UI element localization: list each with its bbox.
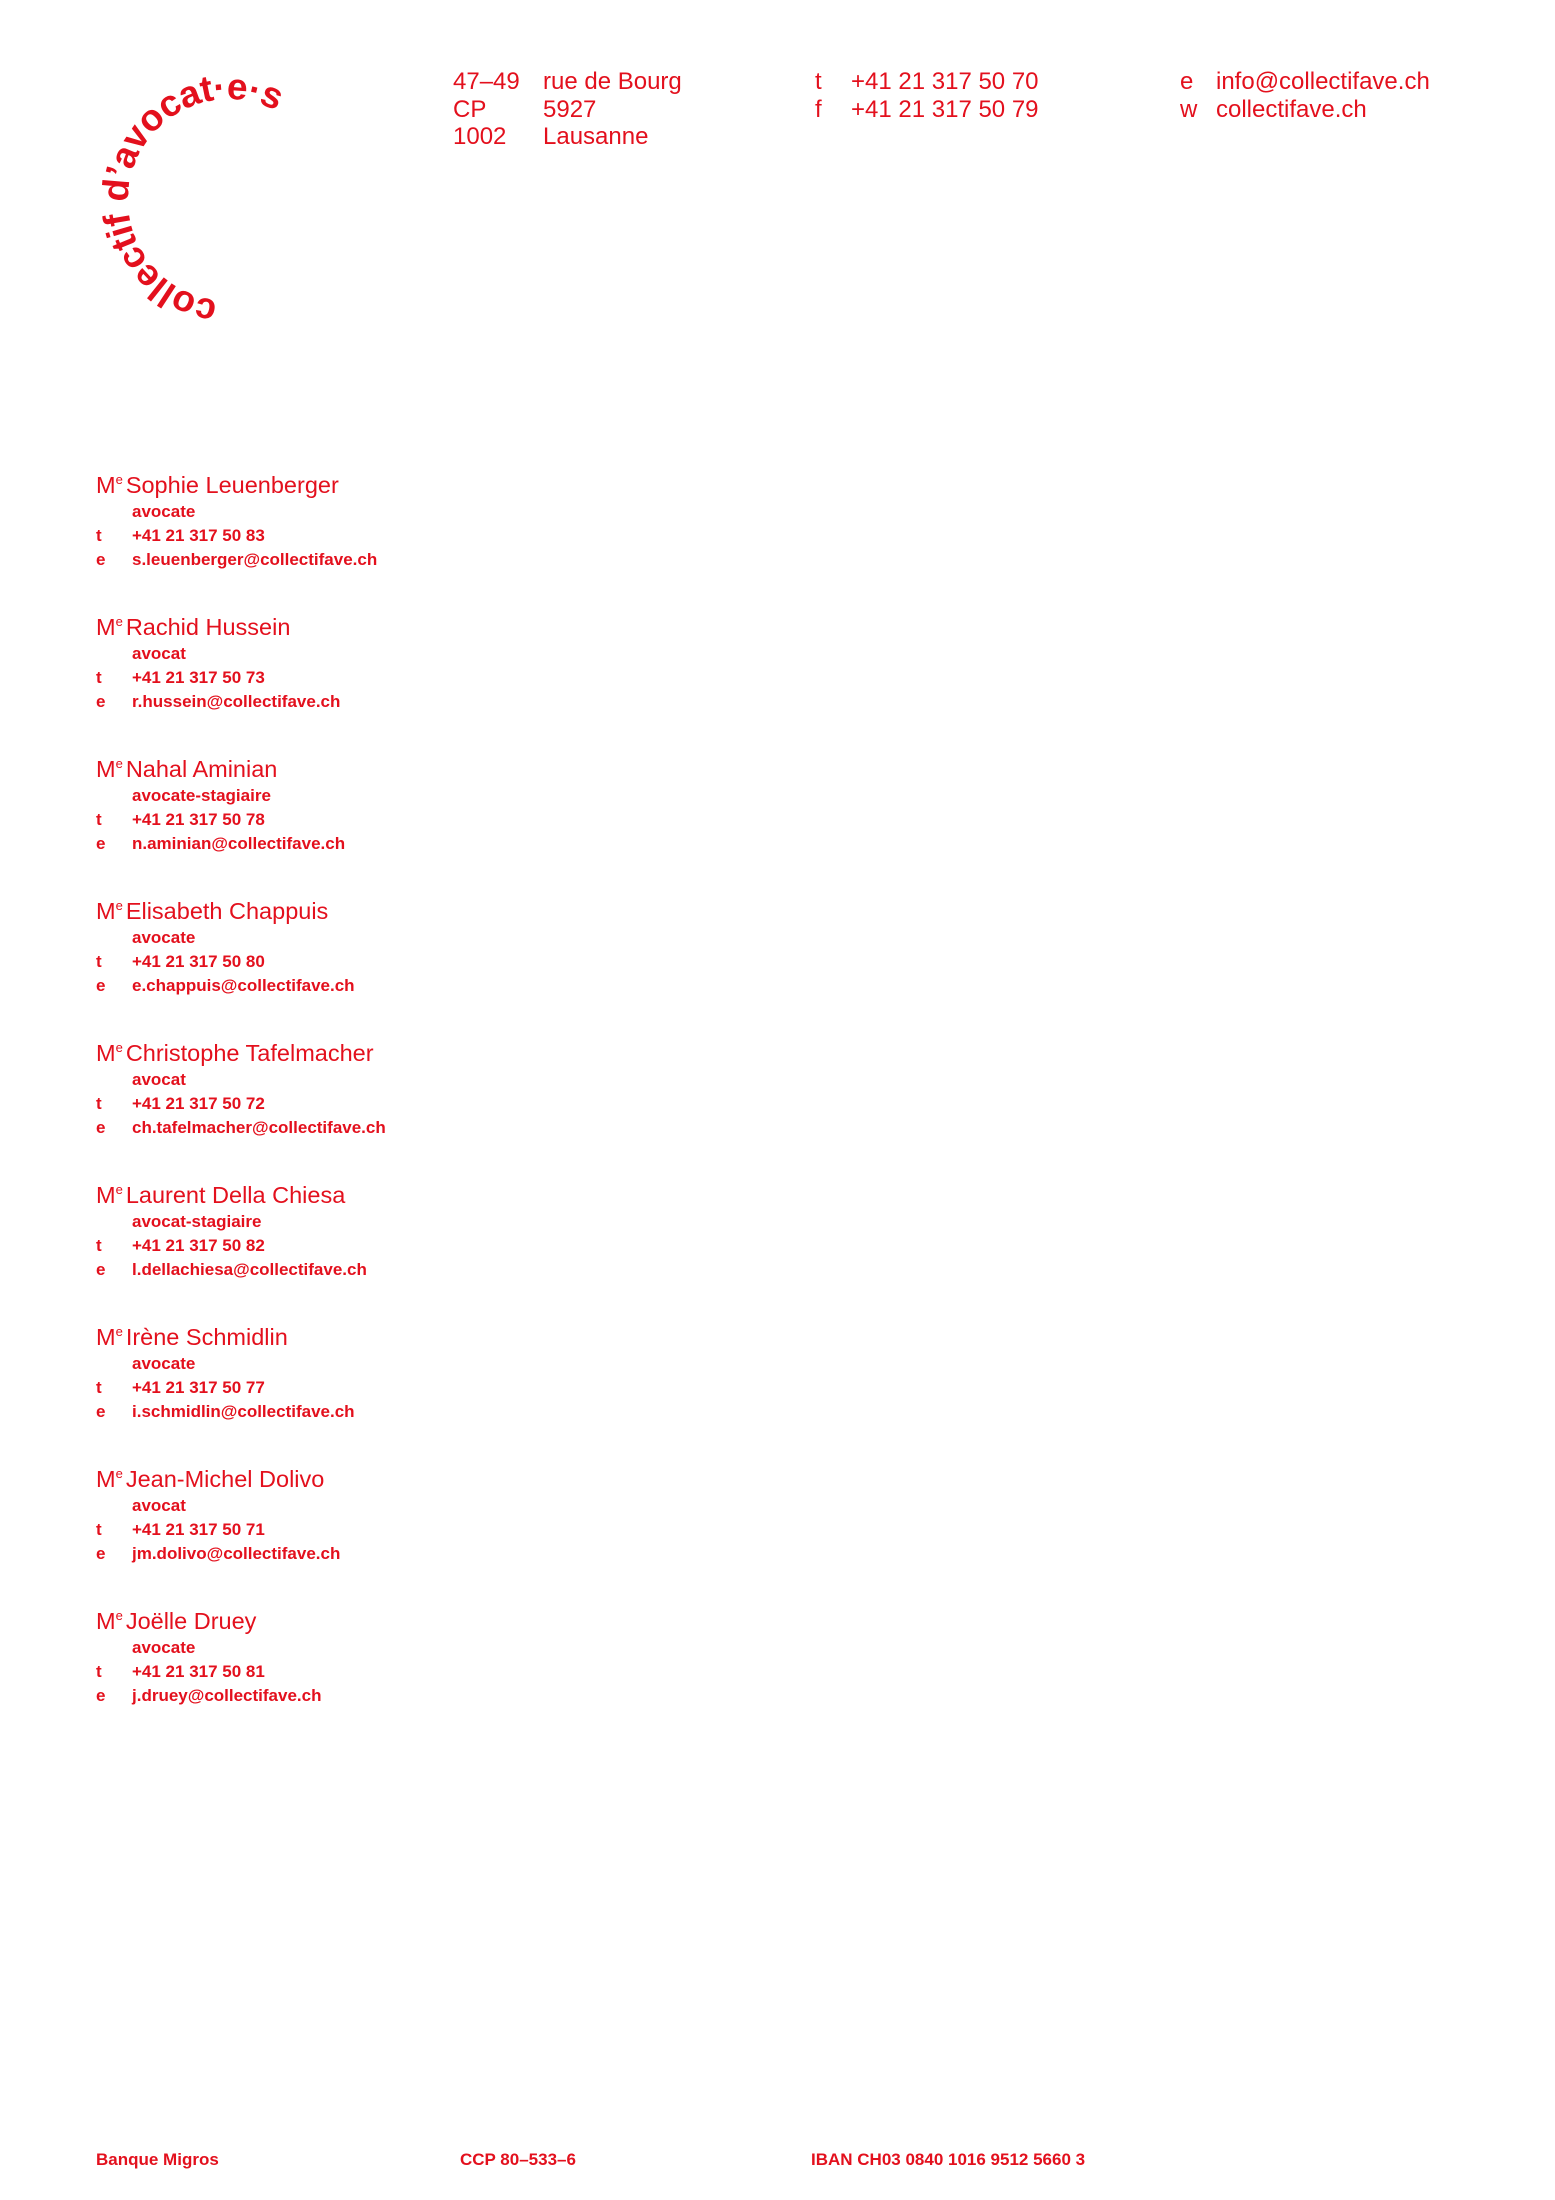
staff-entry <box>96 749 386 891</box>
website-label: w <box>1180 95 1198 123</box>
staff-phone-number[interactable]: +41 21 317 50 72 <box>132 1094 265 1113</box>
staff-role: avocate <box>132 1354 196 1373</box>
address-key: 47–49 <box>453 68 520 95</box>
staff-email: e s.leuenberger@collectifave.ch <box>96 548 386 572</box>
staff-email: e l.dellachiesa@collectifave.ch <box>96 1258 386 1282</box>
staff-role: avocate <box>132 928 196 947</box>
staff-email: e n.aminian@collectifave.ch <box>96 832 386 856</box>
footer-iban: IBAN CH03 0840 1016 9512 5660 3 <box>811 2150 1086 2169</box>
staff-entry <box>96 1033 386 1175</box>
staff-entry <box>96 1175 386 1317</box>
staff-role: avocate-stagiaire <box>132 786 271 805</box>
address-value: rue de Bourg <box>543 68 682 95</box>
staff-phone: t +41 21 317 50 77 <box>96 1376 386 1400</box>
staff-email: e ch.tafelmacher@collectifave.ch <box>96 1116 386 1140</box>
collectif-logo <box>76 70 336 330</box>
fax-label: f <box>815 95 822 123</box>
address-key: 1002 <box>453 123 507 150</box>
staff-name: Me Christophe Tafelmacher <box>96 1040 374 1066</box>
staff-name: Me Irène Schmidlin <box>96 1324 288 1350</box>
staff-phone: t +41 21 317 50 83 <box>96 524 386 548</box>
footer-ccp: CCP 80–533–6 <box>460 2150 576 2169</box>
staff-entry <box>96 1459 386 1601</box>
staff-entry <box>96 1601 386 1743</box>
address-line <box>453 96 682 124</box>
staff-role: avocate <box>132 502 196 521</box>
staff-role: avocate <box>132 1638 196 1657</box>
address-value: 5927 <box>543 95 597 123</box>
staff-email-link[interactable]: s.leuenberger@collectifave.ch <box>132 550 378 569</box>
staff-phone: t +41 21 317 50 82 <box>96 1234 386 1258</box>
staff-phone-number[interactable]: +41 21 317 50 80 <box>132 952 265 971</box>
staff-role: avocat <box>132 644 186 663</box>
staff-name: Me Rachid Hussein <box>96 614 291 640</box>
staff-entry <box>96 891 386 1033</box>
staff-role: avocat <box>132 1070 186 1089</box>
staff-role: avocat <box>132 1496 186 1515</box>
staff-name: Me Nahal Aminian <box>96 756 278 782</box>
staff-phone-number[interactable]: +41 21 317 50 83 <box>132 526 265 545</box>
address-line <box>453 68 682 96</box>
staff-phone: t +41 21 317 50 73 <box>96 666 386 690</box>
header-address <box>453 68 682 151</box>
address-value: Lausanne <box>543 123 649 150</box>
staff-phone: t +41 21 317 50 80 <box>96 950 386 974</box>
staff-email-link[interactable]: r.hussein@collectifave.ch <box>132 692 341 711</box>
staff-phone-number[interactable]: +41 21 317 50 73 <box>132 668 265 687</box>
staff-phone-number[interactable]: +41 21 317 50 78 <box>132 810 265 829</box>
staff-phone: t +41 21 317 50 78 <box>96 808 386 832</box>
staff-email-link[interactable]: i.schmidlin@collectifave.ch <box>132 1402 355 1421</box>
staff-email: e j.druey@collectifave.ch <box>96 1684 386 1708</box>
staff-name: Me Elisabeth Chappuis <box>96 898 329 924</box>
staff-email: e e.chappuis@collectifave.ch <box>96 974 386 998</box>
staff-phone-number[interactable]: +41 21 317 50 82 <box>132 1236 265 1255</box>
staff-email-link[interactable]: ch.tafelmacher@collectifave.ch <box>132 1118 386 1137</box>
staff-entry <box>96 1317 386 1459</box>
address-key: CP <box>453 95 487 123</box>
staff-phone: t +41 21 317 50 72 <box>96 1092 386 1116</box>
staff-phone-number[interactable]: +41 21 317 50 77 <box>132 1378 265 1397</box>
fax-line <box>815 96 1039 124</box>
staff-entry <box>96 607 386 749</box>
staff-email-link[interactable]: n.aminian@collectifave.ch <box>132 834 346 853</box>
staff-email: e r.hussein@collectifave.ch <box>96 690 386 714</box>
header-phone <box>815 68 1039 123</box>
staff-phone: t +41 21 317 50 71 <box>96 1518 386 1542</box>
address-line <box>453 123 682 151</box>
staff-name: Me Laurent Della Chiesa <box>96 1182 346 1208</box>
phone-label: t <box>815 68 822 95</box>
email-label: e <box>1180 68 1194 95</box>
staff-entry <box>96 465 386 607</box>
logo-text: collectif d’avocat·e·s <box>94 70 290 330</box>
staff-name: Me Sophie Leuenberger <box>96 472 339 498</box>
email-line <box>1180 68 1430 96</box>
staff-phone-number[interactable]: +41 21 317 50 71 <box>132 1520 265 1539</box>
staff-phone-number[interactable]: +41 21 317 50 81 <box>132 1662 265 1681</box>
staff-role: avocat-stagiaire <box>132 1212 262 1231</box>
staff-email-link[interactable]: e.chappuis@collectifave.ch <box>132 976 355 995</box>
staff-email-link[interactable]: jm.dolivo@collectifave.ch <box>132 1544 341 1563</box>
staff-email: e jm.dolivo@collectifave.ch <box>96 1542 386 1566</box>
footer-bank: Banque Migros <box>96 2150 219 2169</box>
staff-email-link[interactable]: j.druey@collectifave.ch <box>132 1686 322 1705</box>
staff-name: Me Jean-Michel Dolivo <box>96 1466 325 1492</box>
fax-number: +41 21 317 50 79 <box>851 95 1039 123</box>
header-web <box>1180 68 1430 123</box>
staff-phone: t +41 21 317 50 81 <box>96 1660 386 1684</box>
staff-list <box>96 465 386 1743</box>
staff-name: Me Joëlle Druey <box>96 1608 257 1634</box>
phone-number[interactable]: +41 21 317 50 70 <box>851 68 1039 95</box>
staff-email-link[interactable]: l.dellachiesa@collectifave.ch <box>132 1260 367 1279</box>
staff-email: e i.schmidlin@collectifave.ch <box>96 1400 386 1424</box>
website-line <box>1180 96 1430 124</box>
website-link[interactable]: collectifave.ch <box>1216 95 1367 123</box>
email-link[interactable]: info@collectifave.ch <box>1216 68 1430 95</box>
phone-line <box>815 68 1039 96</box>
